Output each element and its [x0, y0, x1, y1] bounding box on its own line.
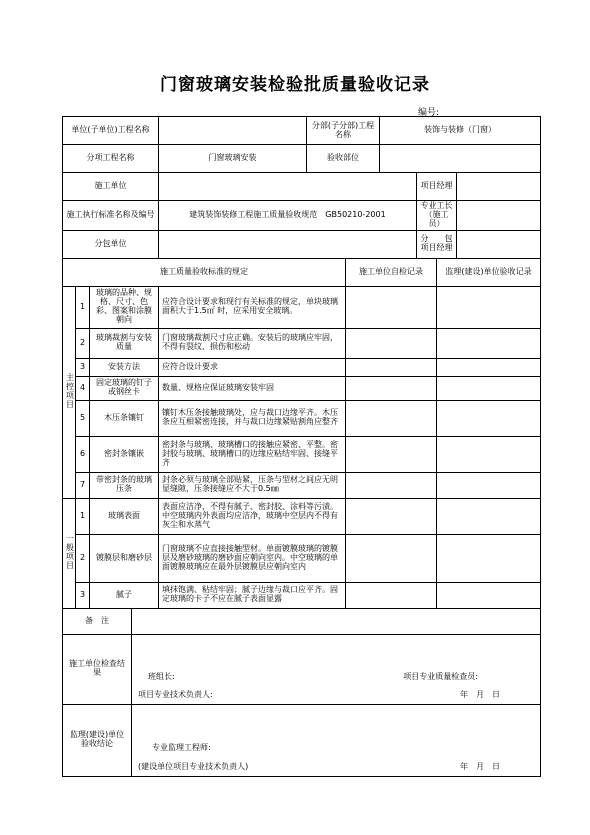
check-part-label: 验收部位 [307, 145, 380, 173]
item-no: 2 [76, 534, 90, 582]
foreman-label: 专业工长（施工员） [417, 201, 457, 231]
main-item-row-7 [63, 472, 541, 498]
item-no: 1 [76, 498, 90, 534]
item-project-label: 分项工程名称 [63, 145, 159, 173]
header-row-4 [63, 201, 541, 231]
owner-tech-label: (建设单位项目专业技术负责人) [138, 761, 249, 771]
item-no: 5 [76, 400, 90, 436]
item-no: 7 [76, 472, 90, 498]
supervision-engineer-label: 专业监理工程师: [152, 742, 211, 752]
sub-project-value[interactable]: 装饰与装修（门窗） [380, 117, 541, 145]
spec-column-header: 施工质量验收标准的规定 [63, 258, 346, 286]
construction-sign-line-2 [138, 691, 534, 700]
item-no: 2 [76, 328, 90, 358]
self-check-cell[interactable] [346, 472, 437, 498]
item-requirement: 数量、规格应保证玻璃安装牢固 [159, 376, 346, 400]
self-check-cell[interactable] [346, 358, 437, 376]
supervision-sign-line [138, 763, 534, 772]
main-item-row-6 [63, 436, 541, 472]
supervision-cell[interactable] [437, 498, 541, 534]
item-name: 玻璃的品种、规格、尺寸、色彩、图案和涂膜朝向 [90, 286, 159, 328]
self-check-cell[interactable] [346, 400, 437, 436]
item-name: 带密封条的玻璃压条 [90, 472, 159, 498]
page-title: 门窗玻璃安装检验批质量验收记录 [160, 75, 430, 95]
item-name: 木压条镶钉 [90, 400, 159, 436]
construction-check-row [63, 634, 541, 704]
item-requirement: 镶钉木压条接触玻璃处，应与裁口边缘平齐。木压条应互相紧密连接，并与裁口边缘紧贴割角应整齐 [159, 400, 346, 436]
unit-project-label: 单位(子单位)工程名称 [63, 117, 159, 145]
item-requirement: 封条必须与玻璃全部贴紧，压条与型材之间应无明显缝隙，压条接缝应不大于0.5㎜ [159, 472, 346, 498]
construction-date-label: 年 月 日 [460, 689, 500, 699]
quality-inspector-label: 项目专业质量检查员: [403, 671, 478, 681]
column-header-row [63, 258, 541, 286]
sub-project-label: 分部(子分部)工程名称 [307, 117, 380, 145]
item-name: 固定玻璃的钉子或钢丝卡 [90, 376, 159, 400]
item-no: 6 [76, 436, 90, 472]
team-leader-label: 班组长: [148, 671, 175, 681]
supervision-cell[interactable] [437, 328, 541, 358]
item-requirement: 应符合设计要求和现行有关标准的规定，单块玻璃面积大于1.5㎡ 时，应采用安全玻璃。 [159, 286, 346, 328]
tech-leader-label: 项目专业技术负责人: [138, 689, 213, 699]
self-check-cell[interactable] [346, 582, 437, 608]
item-name: 玻璃表面 [90, 498, 159, 534]
main-group-label: 主控项目 [63, 286, 76, 498]
remarks-row [63, 608, 541, 634]
subcontract-label: 分包单位 [63, 230, 159, 258]
supervision-cell[interactable] [437, 436, 541, 472]
item-requirement: 门窗玻璃不应直接接触型材。单面镀膜玻璃的镀膜层及磨砂玻璃的磨砂面应朝向室内。中空玻璃的单面镀膜玻璃应在最外层镀膜层应朝向室内 [159, 534, 346, 582]
general-item-row-1 [63, 498, 541, 534]
construction-unit-value[interactable] [159, 173, 417, 201]
main-item-row-1 [63, 286, 541, 328]
item-name: 安装方法 [90, 358, 159, 376]
self-check-cell[interactable] [346, 534, 437, 582]
main-item-row-4 [63, 376, 541, 400]
construction-sign-line-1 [138, 673, 534, 682]
supervision-check-label: 监理(建设)单位验收结论 [63, 704, 132, 776]
unit-project-value[interactable] [159, 117, 307, 145]
item-project-value[interactable]: 门窗玻璃安装 [159, 145, 307, 173]
supervision-date-label: 年 月 日 [460, 761, 500, 771]
header-row-3 [63, 173, 541, 201]
item-no: 4 [76, 376, 90, 400]
self-check-cell[interactable] [346, 286, 437, 328]
remarks-value[interactable] [132, 608, 541, 634]
supervision-check-row [63, 704, 541, 776]
standard-label: 施工执行标准名称及编号 [63, 201, 159, 231]
item-requirement: 门窗玻璃裁割尺寸应正确。安装后的玻璃应牢固，不得有裂纹、损伤和松动 [159, 328, 346, 358]
supervision-cell[interactable] [437, 534, 541, 582]
item-name: 镀膜层和磨砂层 [90, 534, 159, 582]
subcontract-value[interactable] [159, 230, 417, 258]
item-no: 1 [76, 286, 90, 328]
sub-manager-value[interactable] [457, 230, 541, 258]
construction-check-area[interactable] [132, 634, 541, 704]
header-row-2 [63, 145, 541, 173]
construction-unit-label: 施工单位 [63, 173, 159, 201]
supervision-cell[interactable] [437, 376, 541, 400]
project-manager-label: 项目经理 [417, 173, 457, 201]
construction-check-label: 施工单位检查结果 [63, 634, 132, 704]
header-row-5 [63, 230, 541, 258]
main-item-row-2 [63, 328, 541, 358]
general-item-row-3 [63, 582, 541, 608]
general-group-label: 一般项目 [63, 498, 76, 608]
item-requirement: 密封条与玻璃、玻璃槽口的接触应紧密、平整。密封胶与玻璃、玻璃槽口的边缘应粘结牢固、接缝平齐 [159, 436, 346, 472]
item-no: 3 [76, 358, 90, 376]
self-check-cell[interactable] [346, 328, 437, 358]
supervision-check-area[interactable] [132, 704, 541, 776]
check-part-value[interactable] [380, 145, 541, 173]
project-manager-value[interactable] [457, 173, 541, 201]
foreman-value[interactable] [457, 201, 541, 231]
supervision-cell[interactable] [437, 400, 541, 436]
item-name: 腻子 [90, 582, 159, 608]
item-name: 玻璃裁割与安装质量 [90, 328, 159, 358]
standard-value[interactable]: 建筑装饰装修工程施工质量验收规范 GB50210-2001 [159, 201, 417, 231]
main-item-row-5 [63, 400, 541, 436]
inspection-form [62, 116, 541, 777]
item-no: 3 [76, 582, 90, 608]
self-check-cell[interactable] [346, 436, 437, 472]
supervision-cell[interactable] [437, 358, 541, 376]
supervision-column-header: 监理(建设)单位验收记录 [437, 258, 541, 286]
item-name: 密封条镶嵌 [90, 436, 159, 472]
self-check-cell[interactable] [346, 376, 437, 400]
remarks-label: 备 注 [63, 608, 132, 634]
sub-manager-label: 分 包项目经理 [417, 230, 457, 258]
supervision-cell[interactable] [437, 472, 541, 498]
supervision-cell[interactable] [437, 286, 541, 328]
main-item-row-3 [63, 358, 541, 376]
self-check-cell[interactable] [346, 498, 437, 534]
supervision-cell[interactable] [437, 582, 541, 608]
header-row-1 [63, 117, 541, 145]
self-check-column-header: 施工单位自检记录 [346, 258, 437, 286]
serial-number-label: 编号: [418, 108, 440, 118]
item-requirement: 表面应洁净，不得有腻子、密封胶、涂料等污渍。中空玻璃内外表面均应洁净，玻璃中空层内不得有灰尘和水蒸气 [159, 498, 346, 534]
item-requirement: 填抹饱满、粘结牢固；腻子边缘与裁口应平齐。固定玻璃的卡子不应在腻子表面显露 [159, 582, 346, 608]
general-item-row-2 [63, 534, 541, 582]
item-requirement: 应符合设计要求 [159, 358, 346, 376]
